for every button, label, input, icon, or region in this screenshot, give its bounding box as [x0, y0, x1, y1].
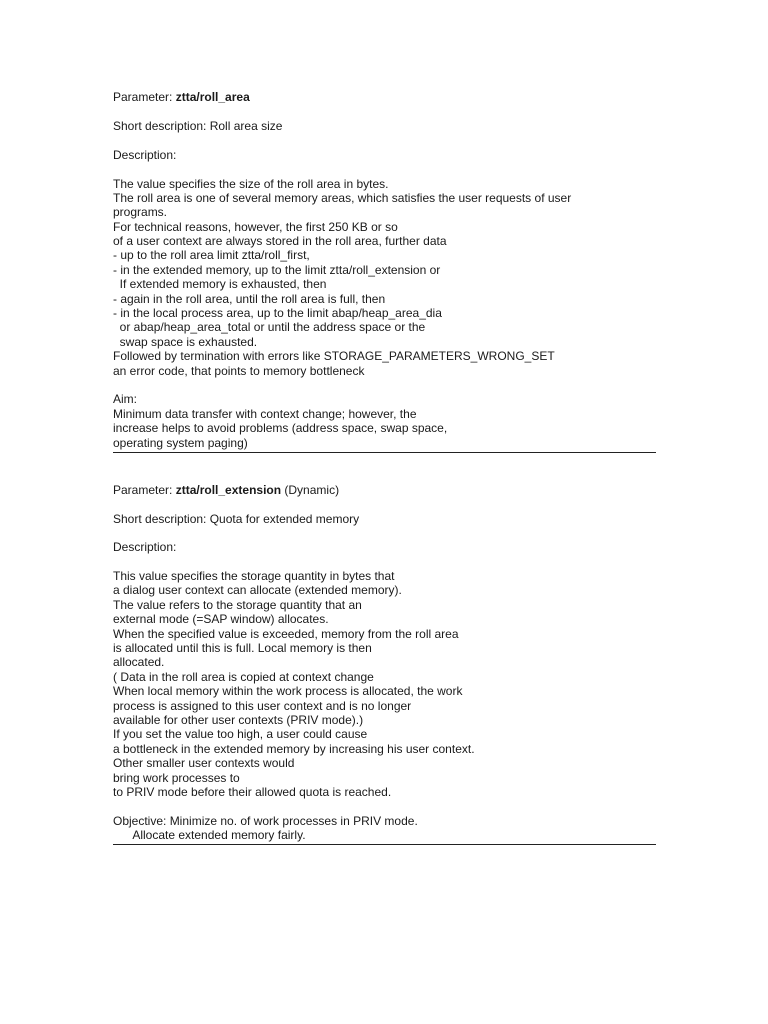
section1-param-prefix: Parameter:: [113, 90, 176, 104]
section2-param-suffix: (Dynamic): [281, 483, 340, 497]
section1-aim-line-1: Minimum data transfer with context change; however, the: [113, 407, 417, 421]
section1-aim-heading: Aim:: [113, 392, 137, 406]
section2-desc-line-16: to PRIV mode before their allowed quota is reached.: [113, 785, 392, 799]
section1-aim-line-2: increase helps to avoid problems (address space, swap space,: [113, 421, 448, 435]
section2-desc-line-11: available for other user contexts (PRIV mode).): [113, 713, 364, 727]
section2-desc-line-1: This value specifies the storage quantity in bytes that: [113, 569, 395, 583]
section2-description-heading: Description:: [113, 540, 177, 554]
section1-desc-line-14: an error code, that points to memory bottleneck: [113, 364, 365, 378]
section2-desc-line-4: external mode (=SAP window) allocates.: [113, 612, 329, 626]
section2-desc-line-8: ( Data in the roll area is copied at context change: [113, 670, 374, 684]
section1-desc-line-12: swap space is exhausted.: [113, 335, 258, 349]
section1-desc-line-5: of a user context are always stored in the roll area, further data: [113, 234, 447, 248]
section1-short-description: Short description: Roll area size: [113, 119, 283, 133]
section1-description-heading: Description:: [113, 148, 177, 162]
section2-desc-line-12: If you set the value too high, a user could cause: [113, 727, 368, 741]
section1-desc-line-3: programs.: [113, 205, 168, 219]
section2-desc-line-6: is allocated until this is full. Local memory is then: [113, 641, 372, 655]
section1-desc-line-11: or abap/heap_area_total or until the address space or the: [113, 320, 426, 334]
section1-aim-line-3: operating system paging): [113, 436, 248, 450]
section1-desc-line-1: The value specifies the size of the roll area in bytes.: [113, 177, 389, 191]
section1-parameter-line: [113, 90, 250, 104]
section2-parameter-line: [113, 483, 339, 497]
section2-divider: [113, 844, 656, 845]
section1-param-name: ztta/roll_area: [175, 90, 250, 104]
section1-desc-line-7: - in the extended memory, up to the limit ztta/roll_extension or: [113, 263, 441, 277]
section2-desc-line-2: a dialog user context can allocate (extended memory).: [113, 583, 402, 597]
section1-divider: [113, 452, 656, 453]
section2-desc-line-5: When the specified value is exceeded, memory from the roll area: [113, 627, 459, 641]
section1-desc-line-2: The roll area is one of several memory areas, which satisfies the user requests of user: [113, 191, 572, 205]
section2-desc-line-3: The value refers to the storage quantity that an: [113, 598, 362, 612]
section2-objective-line-2: Allocate extended memory fairly.: [113, 828, 306, 842]
section2-param-prefix: Parameter:: [113, 483, 176, 497]
section2-desc-line-13: a bottleneck in the extended memory by increasing his user context.: [113, 742, 475, 756]
section1-desc-line-4: For technical reasons, however, the first 250 KB or so: [113, 220, 398, 234]
section2-short-description: Short description: Quota for extended memory: [113, 512, 360, 526]
section1-desc-line-13: Followed by termination with errors like STORAGE_PARAMETERS_WRONG_SET: [113, 349, 555, 363]
section2-desc-line-15: bring work processes to: [113, 771, 240, 785]
section1-desc-line-10: - in the local process area, up to the limit abap/heap_area_dia: [113, 306, 442, 320]
section2-desc-line-10: process is assigned to this user context and is no longer: [113, 699, 412, 713]
section1-desc-line-8: If extended memory is exhausted, then: [113, 277, 327, 291]
section2-objective-line-1: Objective: Minimize no. of work processes in PRIV mode.: [113, 814, 418, 828]
section2-desc-line-7: allocated.: [113, 655, 165, 669]
section1-desc-line-6: - up to the roll area limit ztta/roll_first,: [113, 248, 310, 262]
section2-desc-line-9: When local memory within the work process is allocated, the work: [113, 684, 463, 698]
section1-desc-line-9: - again in the roll area, until the roll area is full, then: [113, 292, 386, 306]
section2-param-name: ztta/roll_extension: [175, 483, 282, 497]
section2-desc-line-14: Other smaller user contexts would: [113, 756, 295, 770]
